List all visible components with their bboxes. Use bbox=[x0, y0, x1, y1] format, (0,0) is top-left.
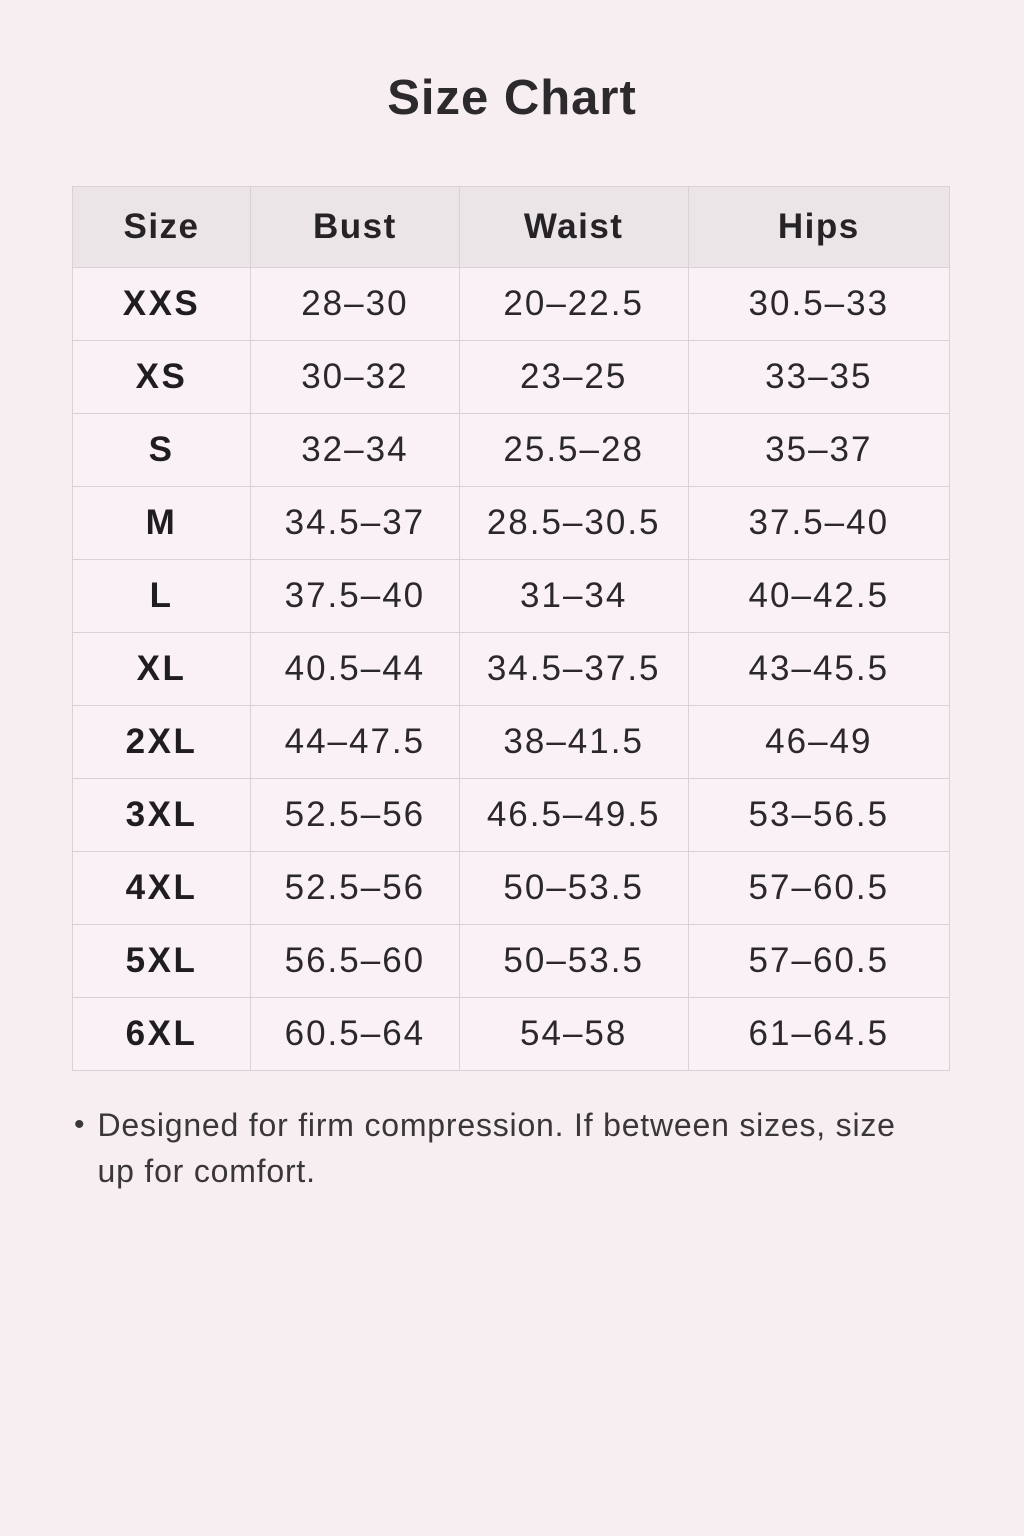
bust-cell: 44–47.5 bbox=[251, 706, 460, 779]
waist-cell: 50–53.5 bbox=[459, 852, 688, 925]
waist-cell: 31–34 bbox=[459, 560, 688, 633]
size-cell: XXS bbox=[73, 268, 251, 341]
table-row bbox=[73, 925, 950, 998]
bust-cell: 52.5–56 bbox=[251, 852, 460, 925]
waist-cell: 38–41.5 bbox=[459, 706, 688, 779]
hips-cell: 61–64.5 bbox=[688, 998, 949, 1071]
size-cell: 6XL bbox=[73, 998, 251, 1071]
hips-cell: 46–49 bbox=[688, 706, 949, 779]
table-row bbox=[73, 779, 950, 852]
hips-cell: 35–37 bbox=[688, 414, 949, 487]
column-header-hips: Hips bbox=[688, 187, 949, 268]
size-cell: 4XL bbox=[73, 852, 251, 925]
hips-cell: 43–45.5 bbox=[688, 633, 949, 706]
column-header-bust: Bust bbox=[251, 187, 460, 268]
bust-cell: 60.5–64 bbox=[251, 998, 460, 1071]
waist-cell: 54–58 bbox=[459, 998, 688, 1071]
table-row bbox=[73, 706, 950, 779]
table-row bbox=[73, 414, 950, 487]
page-title: Size Chart bbox=[387, 71, 637, 125]
bust-cell: 32–34 bbox=[251, 414, 460, 487]
hips-cell: 57–60.5 bbox=[688, 852, 949, 925]
table-row bbox=[73, 560, 950, 633]
waist-cell: 25.5–28 bbox=[459, 414, 688, 487]
table-row bbox=[73, 487, 950, 560]
bust-cell: 34.5–37 bbox=[251, 487, 460, 560]
bust-cell: 28–30 bbox=[251, 268, 460, 341]
table-row bbox=[73, 852, 950, 925]
size-cell: 5XL bbox=[73, 925, 251, 998]
table-header bbox=[73, 187, 950, 268]
header-row bbox=[73, 187, 950, 268]
column-header-size: Size bbox=[73, 187, 251, 268]
fit-note-text: Designed for firm compression. If between sizes, size up for comfort. bbox=[97, 1107, 896, 1189]
hips-cell: 33–35 bbox=[688, 341, 949, 414]
size-chart-table bbox=[72, 186, 950, 1071]
column-header-waist: Waist bbox=[459, 187, 688, 268]
hips-cell: 37.5–40 bbox=[688, 487, 949, 560]
table-row bbox=[73, 998, 950, 1071]
size-cell: XS bbox=[73, 341, 251, 414]
bust-cell: 56.5–60 bbox=[251, 925, 460, 998]
size-cell: L bbox=[73, 560, 251, 633]
hips-cell: 40–42.5 bbox=[688, 560, 949, 633]
bust-cell: 37.5–40 bbox=[251, 560, 460, 633]
size-cell: 2XL bbox=[73, 706, 251, 779]
table-row bbox=[73, 268, 950, 341]
hips-cell: 30.5–33 bbox=[688, 268, 949, 341]
waist-cell: 23–25 bbox=[459, 341, 688, 414]
size-cell: M bbox=[73, 487, 251, 560]
waist-cell: 28.5–30.5 bbox=[459, 487, 688, 560]
waist-cell: 34.5–37.5 bbox=[459, 633, 688, 706]
waist-cell: 50–53.5 bbox=[459, 925, 688, 998]
hips-cell: 53–56.5 bbox=[688, 779, 949, 852]
size-cell: XL bbox=[73, 633, 251, 706]
table-body bbox=[73, 268, 950, 1071]
bullet-marker: • bbox=[74, 1108, 85, 1141]
table-row bbox=[73, 341, 950, 414]
hips-cell: 57–60.5 bbox=[688, 925, 949, 998]
waist-cell: 46.5–49.5 bbox=[459, 779, 688, 852]
bust-cell: 40.5–44 bbox=[251, 633, 460, 706]
size-cell: S bbox=[73, 414, 251, 487]
table-row bbox=[73, 633, 950, 706]
bust-cell: 30–32 bbox=[251, 341, 460, 414]
size-cell: 3XL bbox=[73, 779, 251, 852]
waist-cell: 20–22.5 bbox=[459, 268, 688, 341]
bust-cell: 52.5–56 bbox=[251, 779, 460, 852]
fit-note bbox=[74, 1102, 898, 1194]
